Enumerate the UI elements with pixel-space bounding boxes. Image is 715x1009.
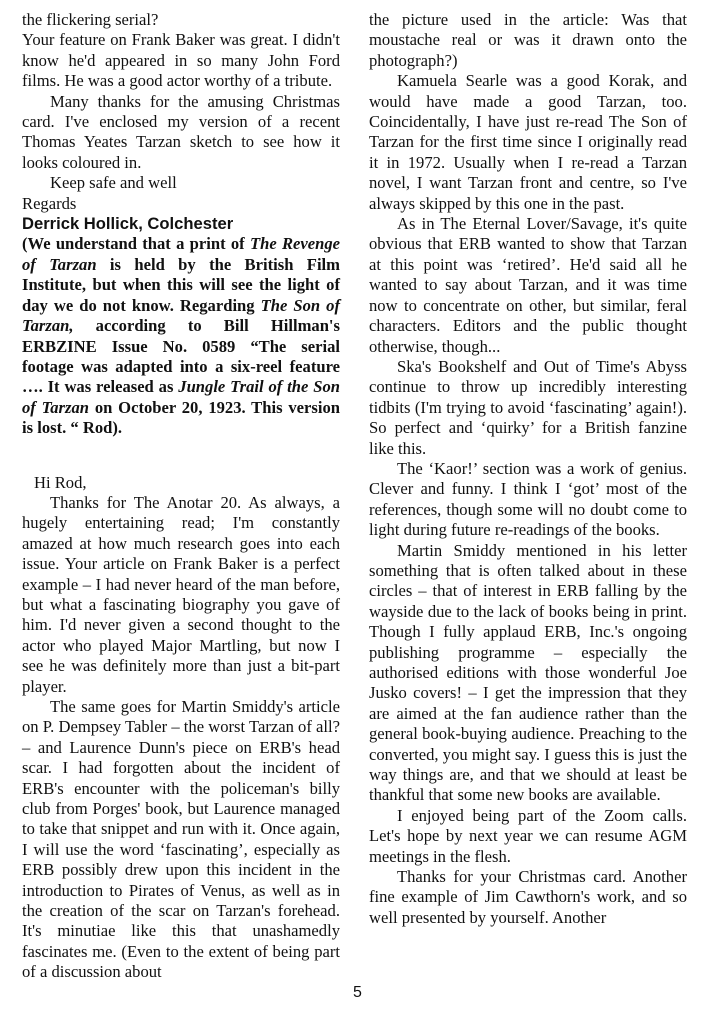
- spacer: [22, 439, 340, 473]
- editor-note: (We understand that a print of The Revenge of Tarzan is held by the British Film Institute, but when this will see the light of day we do not know. Regarding The Son of Tarzan, according to Bill Hillman's ERBZINE Issue No. 0589 “The serial footage was adapted into a six-reel feature …. It was released as Jungle Trail of the Son of Tarzan on October 20, 1923. This version is lost. “ Rod).: [22, 234, 341, 438]
- closing-regards: Regards: [22, 193, 77, 213]
- greeting: Hi Rod,: [34, 472, 87, 492]
- paragraph: The same goes for Martin Smiddy's article on P. Dempsey Tabler – the worst Tarzan of all? – and Laurence Dunn's piece on ERB's head scar. I had forgotten about the incident of ERB's encounter with the policeman's billy club from Porges' book, but Laurence managed to take that snippet and run with it. Once again, I will use the word ‘fascinating’, especially as ERB possibly drew upon this incident in the introduction to Pirates of Venus, as well as in the creation of the scar on Tarzan's forehead. It's minutiae like this that unashamedly fascinates me. (Even to the extent of being part of a discussion about: [22, 697, 340, 982]
- paragraph: Thanks for your Christmas card. Another fine example of Jim Cawthorn's work, and so well presented by yourself. Another: [369, 867, 687, 927]
- title-italic: The Revenge of Tarzan: [22, 234, 340, 274]
- paragraph: the flickering serial?: [22, 10, 159, 29]
- left-column: [22, 10, 340, 983]
- paragraph: Thanks for The Anotar 20. As always, a hugely entertaining read; I'm constantly amazed at how much research goes into each issue. Your article on Frank Baker is a perfect example – I had never heard of the man before, but what a fascinating biography you gave of him. I'd never given a second thought to the actor who played Major Martling, but now I see he was definitely more than just a bit-part player.: [22, 492, 340, 696]
- page-number: 5: [353, 984, 362, 1001]
- paragraph: Many thanks for the amusing Christmas card. I've enclosed my version of a recent Thomas Yeates Tarzan sketch to see how it looks coloured in.: [22, 91, 340, 172]
- letter-signature: Derrick Hollick, Colchester: [22, 214, 234, 234]
- paragraph: I enjoyed being part of the Zoom calls. Let's hope by next year we can resume AGM meetings in the flesh.: [369, 805, 687, 866]
- paragraph: Your feature on Frank Baker was great. I didn't know he'd appeared in so many John Ford films. He was a good actor worthy of a tribute.: [22, 30, 340, 91]
- paragraph: Martin Smiddy mentioned in his letter something that is often talked about in these circles – that of interest in ERB falling by the wayside due to the lack of books being in print. Though I fully applaud ERB, Inc.'s ongoing publishing programme – especially the authorised editions with those wonderful Joe Jusko covers! – I get the impression that they are aimed at the fan audience rather than the general book-buying audience. Preaching to the converted, you might say. I guess this is just the way things are, and that we should at least be thankful that some new books are available.: [369, 540, 687, 805]
- title-italic: The Son of Tarzan,: [22, 295, 341, 336]
- paragraph: Ska's Bookshelf and Out of Time's Abyss continue to throw up incredibly interesting tidbits (I'm trying to avoid ‘fascinating’ again!). So perfect and ‘quirky’ for a British fanzine like this.: [369, 356, 687, 458]
- paragraph: the picture used in the article: Was that moustache real or was it drawn onto the photograph?): [369, 10, 687, 70]
- title-italic: Jungle Trail of the Son of Tarzan: [22, 377, 340, 417]
- paragraph: The ‘Kaor!’ section was a work of genius. Clever and funny. I think I ‘got’ most of the references, though some will no doubt come to light during future re-readings of the books.: [369, 458, 687, 540]
- right-column: [369, 10, 687, 928]
- closing-line: Keep safe and well: [50, 173, 177, 193]
- paragraph: As in The Eternal Lover/Savage, it's quite obvious that ERB wanted to show that Tarzan at this point was ‘retired’. He'd said all he wanted to say about Tarzan, and it was time now to concentrate on other, but similar, feral characters. Editors and the public thought otherwise, though...: [369, 214, 687, 356]
- paragraph: Kamuela Searle was a good Korak, and would have made a good Tarzan, too. Coincidentally, I have just re-read The Son of Tarzan for the first time since I originally read it in 1972. Usually when I re-read a Tarzan novel, I want Tarzan front and centre, so I've always skipped by this one in the past.: [369, 71, 687, 213]
